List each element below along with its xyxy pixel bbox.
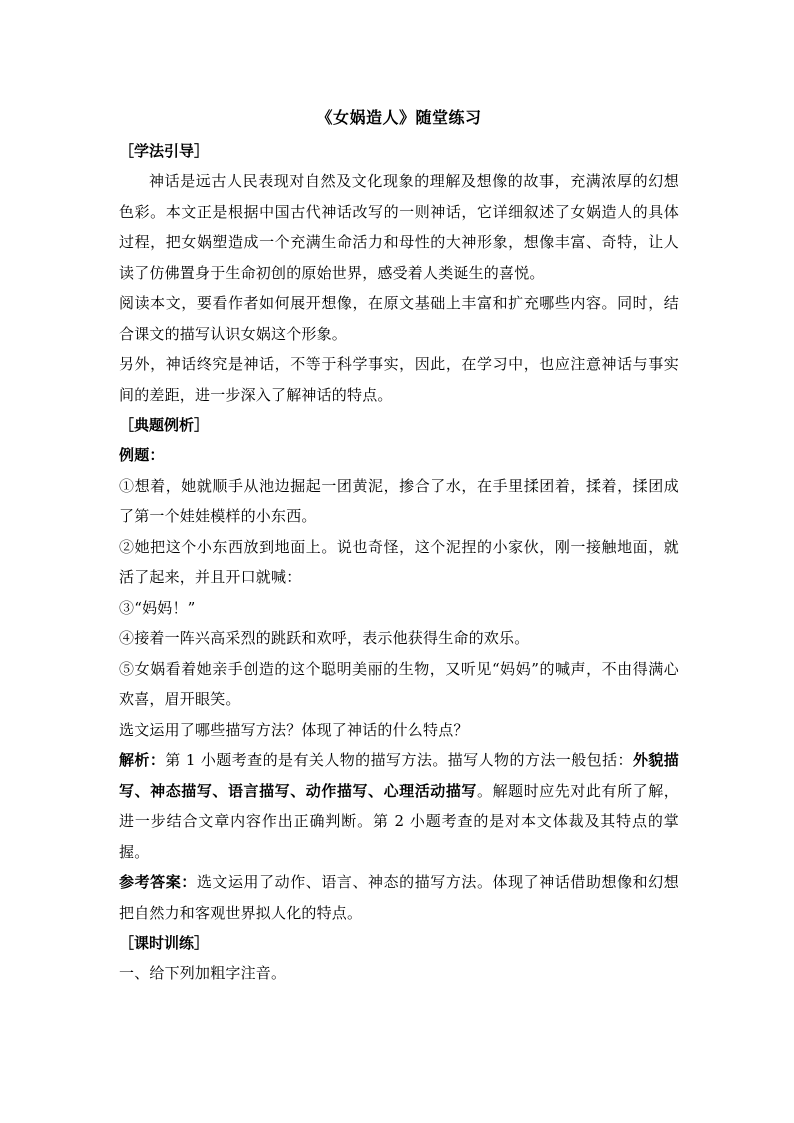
guide-paragraph: 阅读本文，要看作者如何展开想像，在原文基础上丰富和扩充哪些内容。同时，结合课文的描写认识女娲这个形象。 [119, 294, 679, 343]
answer-label: 参考答案： [119, 873, 197, 891]
exercise-item: 一、给下列加粗字注音。 [119, 964, 287, 982]
analysis-label: 解析： [119, 751, 166, 769]
guide-paragraph: 另外，神话终究是神话，不等于科学事实，因此，在学习中，也应注意神话与事实间的差距，进一步深入了解神话的特点。 [119, 355, 679, 404]
answer-text: 选文运用了动作、语言、神态的描写方法。体现了神话借助想像和幻想把自然力和客观世界拟人化的特点。 [119, 873, 679, 922]
section-heading-practice: ［课时训练］ [119, 934, 210, 952]
answer-paragraph [119, 867, 679, 928]
example-item: ②她把这个小东西放到地面上。说也奇怪，这个泥捏的小家伙，刚一接触地面，就活了起来，并且开口就喊： [119, 537, 679, 586]
example-label: 例题： [119, 446, 165, 464]
example-item: ④接着一阵兴高采烈的跳跃和欢呼，表示他获得生命的欢乐。 [119, 629, 530, 647]
page-title: 《女娲造人》随堂练习 [316, 108, 482, 127]
example-item: ①想着，她就顺手从池边掘起一团黄泥，掺合了水，在手里揉团着，揉着，揉团成了第一个娃娃模样的小东西。 [119, 476, 679, 525]
example-item: ③“妈妈！” [119, 598, 196, 617]
example-question: 选文运用了哪些描写方法？体现了神话的什么特点？ [119, 720, 469, 739]
section-heading-guide: ［学法引导］ [119, 142, 210, 160]
analysis-text-cont: 。解题时应先对此有所了解，进一步结合文章内容作出正确判断。第 2 小题考查的是对本文体裁及其特点的掌握。 [119, 781, 679, 861]
document-page [119, 104, 679, 989]
analysis-bold-text: 外貌描写、神态描写、语言描写、动作描写、心理活动描写 [119, 751, 679, 800]
analysis-paragraph [119, 745, 679, 867]
example-item: ⑤女娲看着她亲手创造的这个聪明美丽的生物，又听见“妈妈”的喊声，不由得满心欢喜，眉开眼笑。 [119, 659, 679, 708]
analysis-text: 第 1 小题考查的是有关人物的描写方法。描写人物的方法一般包括： [165, 751, 633, 769]
section-heading-example: ［典题例析］ [119, 416, 210, 434]
guide-paragraph: 神话是远古人民表现对自然及文化现象的理解及想像的故事，充满浓厚的幻想色彩。本文正是根据中国古代神话改写的一则神话，它详细叙述了女娲造人的具体过程，把女娲塑造成一个充满生命活力和母性的大神形象，想像丰富、奇特，让人读了仿佛置身于生命初创的原始世界，感受着人类诞生的喜悦。 [119, 172, 679, 282]
